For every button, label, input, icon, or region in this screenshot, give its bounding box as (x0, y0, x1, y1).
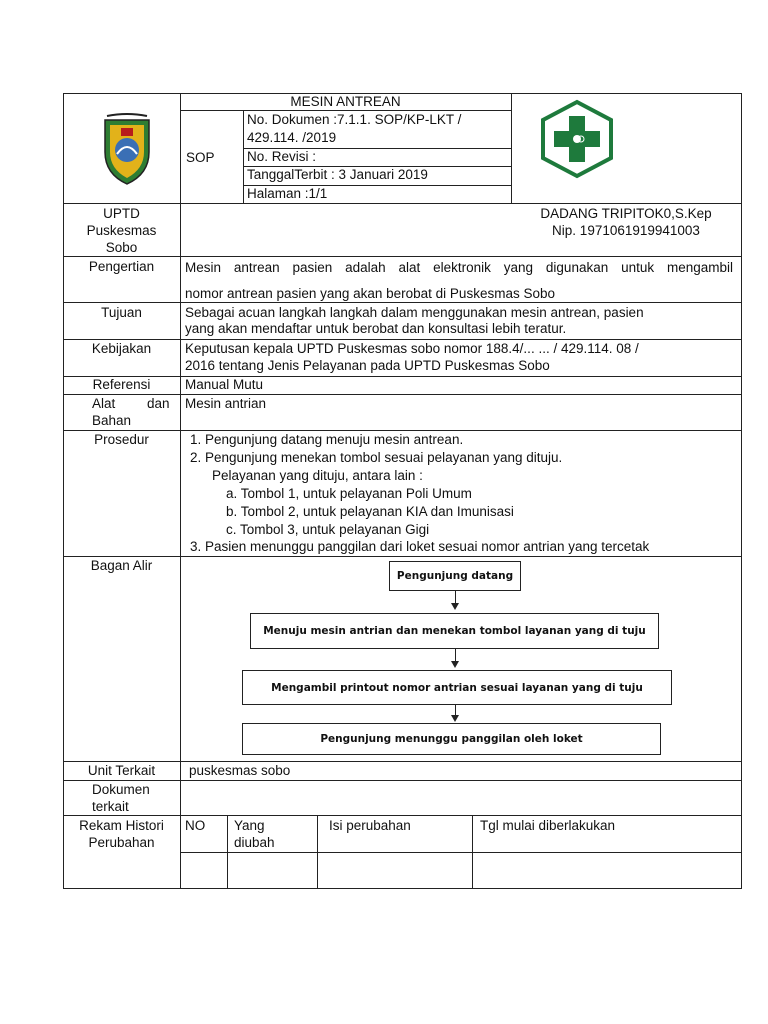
referensi-label: Referensi (92, 377, 151, 392)
prosedur-option-b: b. Tombol 2, untuk pelayanan KIA dan Imunisasi (226, 504, 514, 519)
sop-title: MESIN ANTREAN (290, 94, 401, 109)
history-col-content: Isi perubahan (329, 818, 411, 833)
referensi-value: Manual Mutu (185, 377, 264, 392)
doc-number-line1: No. Dokumen :7.1.1. SOP/KP-LKT / (247, 112, 462, 127)
alat-label-2: dan (147, 396, 170, 411)
prosedur-option-a: a. Tombol 1, untuk pelayanan Poli Umum (226, 486, 472, 501)
alat-label-1: Alat (92, 396, 116, 411)
kebijakan-line2: 2016 tentang Jenis Pelayanan pada UPTD Puskesmas Sobo (185, 358, 550, 373)
signer-name: DADANG TRIPITOK0,S.Kep (540, 206, 712, 221)
prosedur-label: Prosedur (94, 432, 149, 447)
regional-emblem-icon (99, 112, 155, 186)
prosedur-step-2-sub: Pelayanan yang dituju, antara lain : (212, 468, 423, 483)
signer-nip: Nip. 1971061919941003 (552, 223, 700, 238)
sop-label: SOP (186, 150, 215, 165)
flow-arrow-1 (455, 590, 456, 604)
org-name-line1: UPTD (103, 206, 140, 221)
pengertian-label: Pengertian (88, 259, 155, 274)
history-col-date: Tgl mulai diberlakukan (480, 818, 616, 833)
flow-arrowhead-2 (451, 661, 459, 668)
flow-step-2: Menuju mesin antrian dan menekan tombol layanan yang di tuju (250, 613, 659, 649)
alat-value: Mesin antrian (185, 396, 267, 411)
revision-field: No. Revisi : (247, 149, 317, 164)
tujuan-line1: Sebagai acuan langkah langkah dalam menggunakan mesin antrean, pasien (185, 305, 644, 320)
history-col-changed-1: Yang (234, 818, 265, 833)
prosedur-step-3: 3. Pasien menunggu panggilan dari loket sesuai nomor antrian yang tercetak (190, 539, 650, 554)
bagan-alir-label: Bagan Alir (90, 558, 153, 573)
puskesmas-cross-logo-icon (539, 98, 615, 180)
doc-number-line2: 429.114. /2019 (247, 130, 337, 145)
prosedur-step-2: 2. Pengunjung menekan tombol sesuai pelayanan yang dituju. (190, 450, 563, 465)
kebijakan-label: Kebijakan (91, 341, 152, 356)
org-name-line2: Puskesmas (86, 223, 157, 238)
org-name-line3: Sobo (105, 240, 138, 255)
flow-step-4: Pengunjung menunggu panggilan oleh loket (242, 723, 661, 755)
tujuan-line2: yang akan mendaftar untuk berobat dan konsultasi lebih teratur. (185, 321, 567, 336)
flow-step-1: Pengunjung datang (389, 561, 521, 591)
pengertian-line2: nomor antrean pasien yang akan berobat di Puskesmas Sobo (185, 286, 555, 301)
unit-terkait-label: Unit Terkait (87, 763, 156, 778)
flow-step-3: Mengambil printout nomor antrian sesuai layanan yang di tuju (242, 670, 672, 705)
flow-arrow-2 (455, 648, 456, 662)
page-field: Halaman :1/1 (247, 186, 328, 201)
history-col-no: NO (185, 818, 206, 833)
unit-terkait-value: puskesmas sobo (189, 763, 291, 778)
prosedur-step-1: 1. Pengunjung datang menuju mesin antrean. (190, 432, 464, 447)
flow-arrowhead-1 (451, 603, 459, 610)
flow-arrowhead-3 (451, 715, 459, 722)
pengertian-line1: Mesin antrean pasien adalah alat elektronik yang digunakan untuk mengambil (185, 260, 733, 275)
alat-label-3: Bahan (92, 413, 132, 428)
issue-date-field: TanggalTerbit : 3 Januari 2019 (247, 167, 428, 182)
rekam-histori-label-1: Rekam Histori (79, 818, 164, 833)
history-col-changed-2: diubah (234, 835, 275, 850)
tujuan-label: Tujuan (101, 305, 142, 320)
kebijakan-line1: Keputusan kepala UPTD Puskesmas sobo nomor 188.4/... ... / 429.114. 08 / (185, 341, 639, 356)
rekam-histori-label-2: Perubahan (88, 835, 155, 850)
dokumen-terkait-label-2: terkait (92, 799, 129, 814)
dokumen-terkait-label-1: Dokumen (92, 782, 150, 797)
prosedur-option-c: c. Tombol 3, untuk pelayanan Gigi (226, 522, 430, 537)
